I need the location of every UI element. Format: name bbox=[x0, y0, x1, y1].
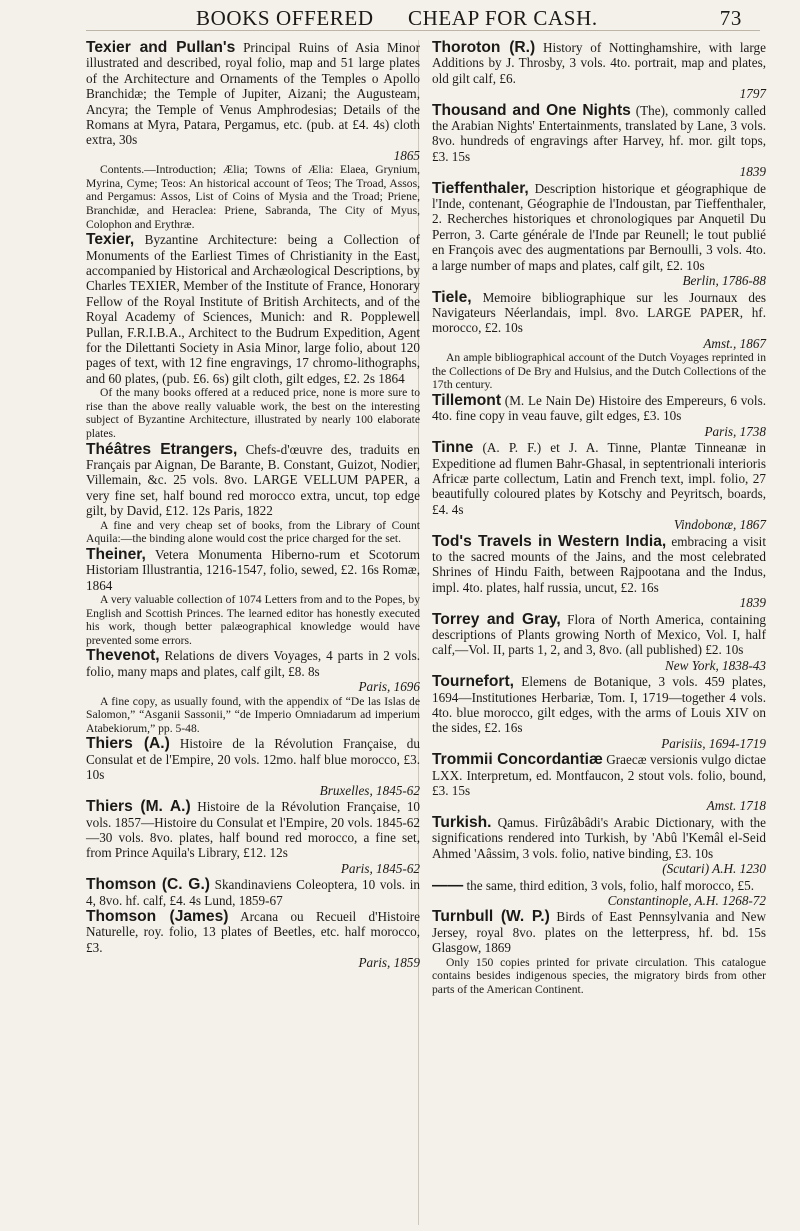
entry-description: the same, third edition, 3 vols, folio, half morocco, £5. bbox=[466, 877, 754, 893]
catalogue-entry bbox=[432, 752, 766, 814]
catalogue-entry bbox=[432, 40, 766, 102]
catalogue-entry bbox=[432, 440, 766, 532]
entry-imprint: Paris, 1696 bbox=[358, 679, 420, 695]
catalogue-entry bbox=[432, 815, 766, 877]
catalogue-entry bbox=[432, 534, 766, 611]
catalogue-entry bbox=[86, 232, 420, 440]
entry-note: An ample bibliographical account of the Dutch Voyages reprinted in the Collections of De Bry and Hulsius, and the Dutch Collections of the 17th century. bbox=[432, 351, 766, 392]
entry-description: Byzantine Architecture: being a Collection of Monuments of the Earliest Times of Christianity in the East, accompanied by Historical and Archæological Descriptions, by Charles TEXIER, Member of the Institute of France, Honorary Fellow of the Royal Institute of British Architects, and of the Royal Academy of Sciences, Munich: and R. Popplewell Pullan, F.R.I.B.A., Architect to the Budrum Expedition, Agent for the Dilettanti Society in Asia Minor, large folio, about 120 pages of text, with 12 fine engravings, 17 chromo-lithographs, and 60 plates, (pub. £6. 6s) gilt cloth, gilt edges, £2. 2s 1864 bbox=[86, 232, 420, 386]
catalogue-entry bbox=[86, 442, 420, 546]
entry-description: Histoire de la Révolution Française, du Consulat et de l'Empire, 20 vols. 12mo. half blue morocco, £3. 10s bbox=[86, 736, 420, 783]
entry-imprint: 1797 bbox=[739, 86, 766, 102]
entry-heading: Thoroton (R.) bbox=[432, 39, 536, 56]
catalogue-entry bbox=[86, 736, 420, 798]
entry-description: Chefs-d'œuvre des, traduits en Français par Aignan, De Barante, B. Constant, Guizot, Nodier, Villemain, &c. 25 vols. 8vo. LARGE VELLUM PAPER, a very fine set, half bound red morocco extra, uncut, top edge gilt, by David, £12. 12s Paris, 1822 bbox=[86, 441, 420, 519]
entry-note: A fine and very cheap set of books, from the Library of Count Aquila:—the binding alone would cost the price charged for the set. bbox=[86, 518, 420, 546]
catalogue-entry bbox=[432, 674, 766, 751]
running-title-left: BOOKS OFFERED bbox=[196, 6, 374, 30]
catalogue-entry bbox=[86, 799, 420, 876]
entry-heading: Trommii Concordantiæ bbox=[432, 751, 603, 769]
entry-description: Histoire de la Révolution Française, 10 vols. 1857—Histoire du Consulat et l'Empire, 20 vols. 1845-62—30 vols. 8vo. plates, half bound red morocco, a fine set, from Prince Aquila's Library, £12. 12s bbox=[86, 799, 421, 861]
catalogue-entry bbox=[432, 181, 766, 289]
entry-description: embracing a visit to the sacred mounts of the Jains, and the most celebrated Shrines of Hindu Faith, between Rajpootana and the Indus, impl. 4to. plates, half russia, uncut, £2. 16s bbox=[432, 533, 767, 595]
catalogue-columns bbox=[86, 40, 766, 996]
entry-description: Description historique et géographique de l'Inde, contenant, Géographie de l'Indoustan, par Tieffenthaler, 2. Recherches historiques et chronologiques par Anquetil Du Perron, 3. Carte générale de l'Inde par Reunell; le tout publié en François avec des augmentations par Bernoulli, 3 vols. 4to. a large number of maps and plates, calf gilt, £2. 10s bbox=[432, 180, 766, 273]
entry-imprint: Vindobonæ, 1867 bbox=[673, 517, 766, 533]
entry-imprint: Constantinople, A.H. 1268-72 bbox=[607, 892, 766, 908]
entry-imprint: 1839 bbox=[739, 595, 766, 611]
left-column bbox=[86, 40, 420, 996]
running-title-right: CHEAP FOR CASH. bbox=[408, 6, 598, 30]
entry-description: Qamus. Firûzâbâdi's Arabic Dictionary, with the significations rendered into Turkish, by 'Abû l'Kemâl el-Seid Ahmed 'Aâssim, 3 vols. folio, native binding, £3. 10s bbox=[432, 814, 767, 861]
entry-imprint: Bruxelles, 1845-62 bbox=[319, 782, 420, 798]
entry-description: Skandinaviens Coleoptera, 10 vols. in 4, 8vo. hf. calf, £4. 4s Lund, 1859-67 bbox=[86, 877, 421, 908]
entry-imprint: Berlin, 1786-88 bbox=[682, 273, 766, 289]
entry-heading: Turnbull (W. P.) bbox=[432, 908, 550, 926]
entry-heading: Théâtres Etrangers, bbox=[86, 440, 238, 458]
catalogue-entry bbox=[86, 909, 420, 971]
entry-imprint: 1839 bbox=[739, 164, 766, 180]
entry-note: Contents.—Introduction; Ælia; Towns of Ælia: Elaea, Grynium, Myrina, Cyme; Teos: An historical account of Teos; The Troad, Assos, and Pergamus: Assos, List of Coins of Mysia and the Troad; Priene, Branchidæ, and Heraclea: Priene, Sabranda, The City of Myus, Colophon and Erythræ. bbox=[86, 163, 420, 231]
entry-heading: Tillemont bbox=[432, 391, 502, 409]
entry-imprint: New York, 1838-43 bbox=[665, 657, 766, 673]
catalogue-entry bbox=[86, 547, 420, 648]
entry-imprint: Paris, 1859 bbox=[358, 955, 420, 971]
entry-description: Relations de divers Voyages, 4 parts in 2 vols. folio, many maps and plates, calf gilt, £8. 8s bbox=[86, 648, 420, 679]
entry-imprint: Paris, 1738 bbox=[704, 423, 766, 439]
catalogue-entry bbox=[432, 909, 766, 996]
entry-heading: Texier, bbox=[86, 231, 135, 249]
entry-heading: Thomson (C. G.) bbox=[86, 876, 210, 894]
entry-note: Only 150 copies printed for private circulation. This catalogue contains besides indigenous species, the migratory birds from other parts of the American Continent. bbox=[432, 955, 766, 996]
entry-heading: Tinne bbox=[432, 439, 474, 457]
entry-description: Birds of East Pennsylvania and New Jersey, royal 8vo. plates on the letterpress, hf. bd. 15s Glasgow, 1869 bbox=[432, 909, 767, 956]
entry-description: Flora of North America, containing descriptions of Plants growing North of Mexico, Vol. I, half calf,—Vol. II, parts 1, 2, and 3, 8vo. (all published) £2. 10s bbox=[432, 611, 767, 658]
entry-heading: Thousand and One Nights bbox=[432, 101, 631, 119]
entry-description: Arcana ou Recueil d'Histoire Naturelle, roy. folio, 13 plates of Beetles, etc. half morocco, £3. bbox=[86, 908, 420, 955]
entry-heading: Theiner, bbox=[86, 545, 146, 563]
entry-note: A very valuable collection of 1074 Letters from and to the Popes, by English and Scottish Princes. The learned editor has honestly executed his work, though better palæographical knowledge would have prevented some errors. bbox=[86, 593, 420, 647]
entry-description: Memoire bibliographique sur les Journaux des Navigateurs Néerlandais, impl. 8vo. LARGE PAPER, hf. morocco, £2. 10s bbox=[432, 289, 766, 336]
entry-description: History of Nottinghamshire, with large Additions by J. Throsby, 3 vols. 4to. portrait, map and plates, old gilt calf, £6. bbox=[432, 40, 767, 86]
entry-imprint: Paris, 1845-62 bbox=[340, 860, 420, 876]
entry-description: (M. Le Nain De) Histoire des Empereurs, 6 vols. 4to. fine copy in veau fauve, gilt edges, £3. 10s bbox=[432, 392, 766, 424]
entry-heading: Turkish. bbox=[432, 813, 492, 831]
entry-description: Principal Ruins of Asia Minor illustrated and described, royal folio, map and 51 large plates of the Architecture and Ornaments of the Temples o Apollo Branchidæ; the Temple of Jupiter, Aizani; the Augusteam, Ancyra; the Temple of Venus Amphrodesias; Details of the Romans at Myra, Patara, Pergamus, etc. (pub. at £4. 4s) cloth extra, 30s bbox=[86, 40, 420, 148]
entry-heading: Tod's Travels in Western India, bbox=[432, 532, 667, 550]
entry-note: A fine copy, as usually found, with the appendix of “De las Islas de Salomon,” “Asganii Sassonii,” “de Imperio Omniadarum ad imperium Atabekiorum,” pp. 5-48. bbox=[86, 694, 420, 735]
entry-description: (A. P. F.) et J. A. Tinne, Plantæ Tinneanæ in Expeditione ad flumen Bahr-Ghasal, in septentrionali interioris Africæ parte collectum, Latin and French text, impl. folio, 27 beautifully coloured plates by Kotschy and Peyritsch, boards, £4. 4s bbox=[432, 440, 767, 517]
entry-imprint: (Scutari) A.H. 1230 bbox=[662, 861, 766, 877]
entry-heading: Tiele, bbox=[432, 288, 472, 306]
entry-imprint: Parisiis, 1694-1719 bbox=[661, 735, 766, 751]
catalogue-entry bbox=[86, 40, 420, 231]
catalogue-entry bbox=[432, 103, 766, 180]
catalogue-entry bbox=[432, 612, 766, 674]
page-number: 73 bbox=[719, 6, 742, 30]
catalogue-entry bbox=[86, 877, 420, 908]
entry-heading: Thomson (James) bbox=[86, 907, 229, 925]
catalogue-entry bbox=[86, 648, 420, 735]
entry-description: (The), commonly called the Arabian Nights' Entertainments, translated by Lane, 3 vols. 8vo. hundreds of engravings after Harvey, hf. mor. gilt tops, £3. 15s bbox=[432, 102, 766, 164]
entry-description: Graecæ versionis vulgo dictae LXX. Interpretum, ed. Montfaucon, 2 stout vols. folio, bound, £3. 15s bbox=[432, 752, 766, 799]
entry-description: Vetera Monumenta Hiberno-rum et Scotorum Historiam Illustrantia, 1216-1547, folio, sewed, £2. 16s Romæ, 1864 bbox=[86, 546, 420, 593]
entry-heading: Torrey and Gray, bbox=[432, 610, 561, 628]
entry-imprint: 1865 bbox=[393, 147, 420, 163]
catalogue-entry bbox=[432, 878, 766, 909]
entry-heading: Tournefort, bbox=[432, 673, 514, 691]
entry-heading: —— bbox=[432, 876, 464, 894]
catalogue-entry bbox=[432, 393, 766, 439]
entry-note: Of the many books offered at a reduced price, none is more sure to rise than the above really valuable work, the best on the interesting subject of Byzantine Architecture, illustrated by nearly 100 elaborate plates. bbox=[86, 386, 420, 441]
running-head bbox=[86, 8, 760, 31]
entry-heading: Thiers (M. A.) bbox=[86, 798, 191, 816]
catalogue-entry bbox=[432, 290, 766, 392]
entry-imprint: Amst., 1867 bbox=[703, 335, 766, 351]
entry-heading: Thiers (A.) bbox=[86, 735, 170, 753]
right-column bbox=[432, 40, 766, 996]
entry-heading: Tieffenthaler, bbox=[432, 179, 529, 197]
entry-heading: Texier and Pullan's bbox=[86, 39, 236, 56]
entry-imprint: Amst. 1718 bbox=[706, 798, 766, 814]
entry-description: Elemens de Botanique, 3 vols. 459 plates, 1694—Institutiones Herbariæ, Tom. I, 1719—together 4 vols. 4to. blue morocco, gilt edges, with the arms of Louis XIV on the sides, £2. 16s bbox=[432, 674, 766, 736]
entry-heading: Thevenot, bbox=[86, 647, 160, 665]
